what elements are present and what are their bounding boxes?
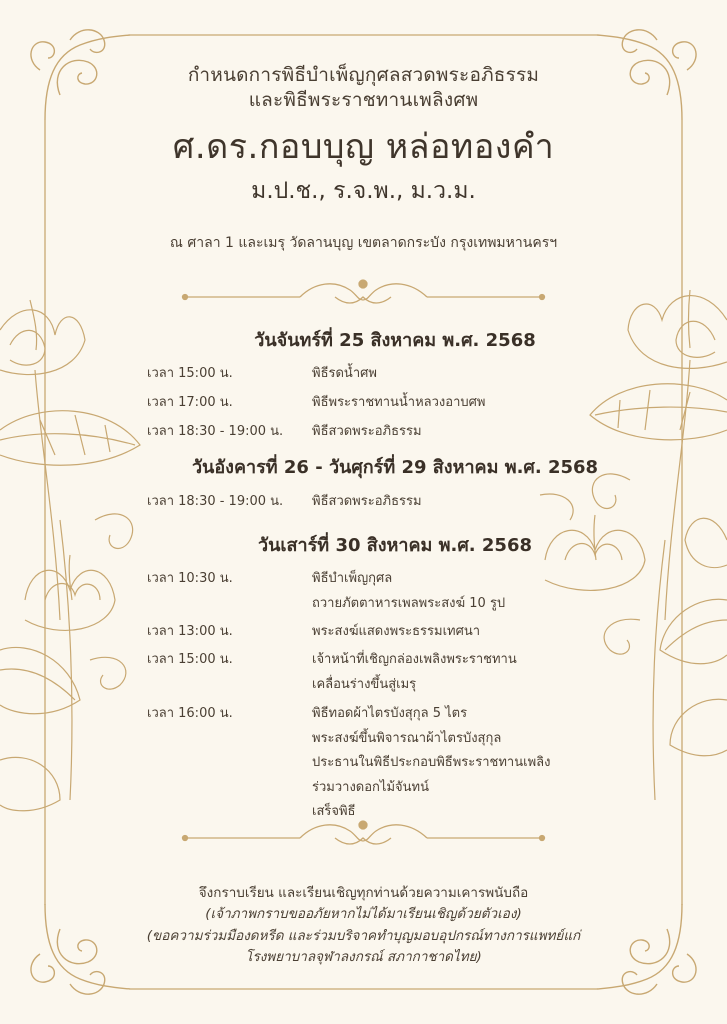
schedule-event: เจ้าหน้าที่เชิญกล่องเพลิงพระราชทาน [312, 652, 517, 667]
schedule-day-heading: วันอังคารที่ 26 - วันศุกร์ที่ 29 สิงหาคม พ.ศ. 2568 [191, 457, 599, 478]
footer-line-4: โรงพยาบาลจุฬาลงกรณ์ สภากาชาดไทย) [245, 949, 482, 965]
schedule-time: เวลา 13:00 น. [147, 624, 233, 639]
schedule-time: เวลา 10:30 น. [147, 571, 233, 586]
schedule-time: เวลา 15:00 น. [147, 366, 233, 381]
schedule-time: เวลา 18:30 - 19:00 น. [147, 494, 284, 509]
schedule-time: เวลา 16:00 น. [147, 706, 233, 721]
schedule-event: พิธีบำเพ็ญกุศล [312, 571, 393, 586]
schedule-day-heading: วันจันทร์ที่ 25 สิงหาคม พ.ศ. 2568 [254, 330, 536, 351]
header-line-1: กำหนดการพิธีบำเพ็ญกุศลสวดพระอภิธรรม [187, 64, 540, 86]
schedule-event: ถวายภัตตาหารเพลพระสงฆ์ 10 รูป [312, 595, 506, 611]
schedule-event: เคลื่อนร่างขึ้นสู่เมรุ [312, 676, 417, 692]
schedule-event: พระสงฆ์ขึ้นพิจารณาผ้าไตรบังสุกุล [312, 730, 502, 746]
footer-line-1: จึงกราบเรียน และเรียนเชิญทุกท่านด้วยความเคารพนับถือ [198, 885, 529, 901]
schedule-event: เสร็จพิธี [312, 804, 356, 819]
footer-line-2: (เจ้าภาพกราบขออภัยหากไม่ได้มาเรียนเชิญด้วยตัวเอง) [205, 906, 522, 922]
schedule-day-heading: วันเสาร์ที่ 30 สิงหาคม พ.ศ. 2568 [257, 535, 533, 556]
schedule-event: พิธีสวดพระอภิธรรม [312, 424, 422, 439]
deceased-name: ศ.ดร.กอบบุญ หล่อทองคำ [172, 127, 555, 167]
venue: ณ ศาลา 1 และเมรุ วัดลานบุญ เขตลาดกระบัง กรุงเทพมหานครฯ [169, 235, 558, 251]
royal-decorations: ม.ป.ช., ร.จ.พ., ม.ว.ม. [251, 178, 476, 204]
schedule-event: พระสงฆ์แสดงพระธรรมเทศนา [312, 624, 481, 639]
header-line-2: และพิธีพระราชทานเพลิงศพ [248, 89, 479, 111]
schedule-time: เวลา 18:30 - 19:00 น. [147, 424, 284, 439]
schedule-time: เวลา 15:00 น. [147, 652, 233, 667]
schedule-event: พิธีพระราชทานน้ำหลวงอาบศพ [312, 395, 486, 410]
schedule-event: ประธานในพิธีประกอบพิธีพระราชทานเพลิง [312, 755, 551, 770]
footer-line-3: (ขอความร่วมมืองดหรีด และร่วมบริจาคทำบุญมอบอุปกรณ์ทางการแพทย์แก่ [146, 928, 581, 944]
schedule-time: เวลา 17:00 น. [147, 395, 233, 410]
schedule-event: พิธีรดน้ำศพ [312, 366, 377, 381]
schedule-event: พิธีสวดพระอภิธรรม [312, 494, 422, 509]
schedule-event: พิธีทอดผ้าไตรบังสุกุล 5 ไตร [312, 706, 468, 721]
schedule-event: ร่วมวางดอกไม้จันทน์ [312, 779, 429, 795]
